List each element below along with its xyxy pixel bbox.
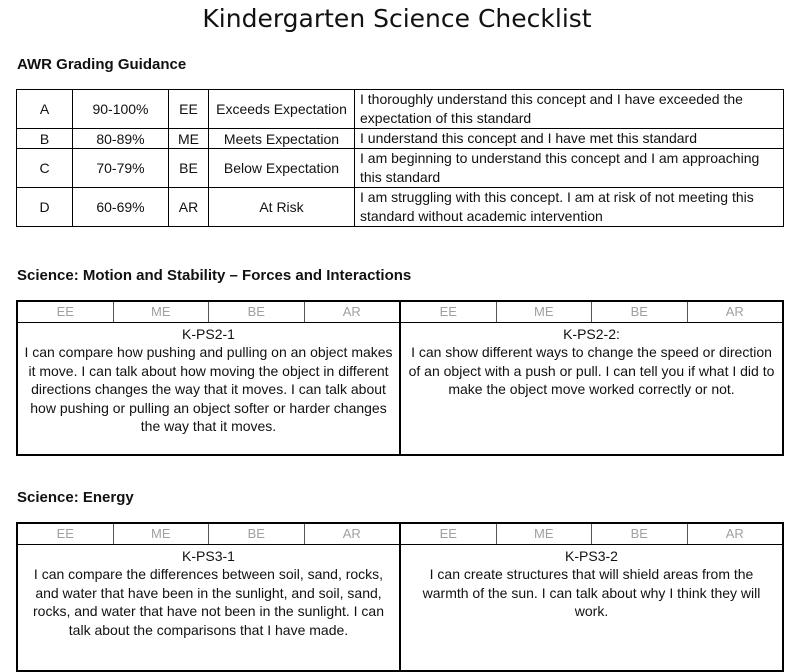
rating-row (18, 524, 399, 545)
grade-letter: B (17, 129, 73, 149)
grade-description: I am beginning to understand this concept and I am approaching this standard (355, 149, 784, 188)
standard-code: K-PS2-1 (182, 326, 235, 342)
standard-code: K-PS2-2: (563, 326, 620, 342)
standard-text: I can create structures that will shield areas from the warmth of the sun. I can talk about why I think they will work. (422, 566, 761, 619)
rating-row (18, 302, 399, 323)
grade-description: I am struggling with this concept. I am at risk of not meeting this standard without academic intervention (355, 188, 784, 227)
standard-cell (17, 523, 400, 671)
rating-ee[interactable]: EE (56, 304, 74, 319)
grading-heading: AWR Grading Guidance (17, 56, 187, 73)
grade-letter: A (17, 90, 73, 129)
rating-ee[interactable]: EE (56, 526, 74, 541)
rating-me[interactable]: ME (496, 524, 592, 544)
grading-row (17, 90, 784, 129)
rating-me[interactable]: ME (113, 302, 209, 322)
grade-description: I understand this concept and I have met this standard (355, 129, 784, 149)
grade-range: 70-79% (73, 149, 169, 188)
grading-row (17, 149, 784, 188)
rating-ar[interactable]: AR (304, 524, 400, 544)
rating-be[interactable]: BE (591, 302, 687, 322)
grade-code: ME (169, 129, 209, 149)
standard-cell (400, 301, 783, 455)
grade-letter: C (17, 149, 73, 188)
standard-text: I can show different ways to change the speed or direction of an object with a push or pull. I can tell you if what I did to make the object move worked correctly or not. (408, 344, 775, 397)
standard-cell (400, 523, 783, 671)
grading-row (17, 129, 784, 149)
grade-label: Exceeds Expectation (209, 90, 355, 129)
rating-be[interactable]: BE (591, 524, 687, 544)
grade-label: At Risk (209, 188, 355, 227)
standard-code: K-PS3-2 (565, 548, 618, 564)
rating-be[interactable]: BE (208, 302, 304, 322)
rating-row (401, 302, 782, 323)
grade-code: AR (169, 188, 209, 227)
rating-me[interactable]: ME (113, 524, 209, 544)
page-title: Kindergarten Science Checklist (202, 4, 592, 33)
grade-label: Below Expectation (209, 149, 355, 188)
grading-row (17, 188, 784, 227)
section-heading-motion: Science: Motion and Stability – Forces and Interactions (17, 267, 412, 284)
grade-code: BE (169, 149, 209, 188)
grade-label: Meets Expectation (209, 129, 355, 149)
rating-be[interactable]: BE (208, 524, 304, 544)
standard-code: K-PS3-1 (182, 548, 235, 564)
rating-me[interactable]: ME (496, 302, 592, 322)
standard-text: I can compare the differences between soil, sand, rocks, and water that have been in the sunlight, and soil, sand, rocks, and water that have not been in the sunlight. I can talk about the comparisons that I have made. (33, 566, 384, 638)
standard-text: I can compare how pushing and pulling on an object makes it move. I can talk about how moving the object in different directions changes the way that it moves. I can talk about how pushing or pulling an object softer or harder changes the way that it moves. (24, 344, 393, 434)
section-heading-energy: Science: Energy (17, 489, 134, 506)
rating-ar[interactable]: AR (687, 302, 783, 322)
rating-ar[interactable]: AR (304, 302, 400, 322)
grade-range: 80-89% (73, 129, 169, 149)
standards-table-energy (16, 522, 784, 672)
grade-range: 90-100% (73, 90, 169, 129)
grading-table (16, 89, 784, 227)
grade-range: 60-69% (73, 188, 169, 227)
grade-description: I thoroughly understand this concept and I have exceeded the expectation of this standard (355, 90, 784, 129)
grade-code: EE (169, 90, 209, 129)
rating-ee[interactable]: EE (439, 526, 457, 541)
rating-row (401, 524, 782, 545)
rating-ar[interactable]: AR (687, 524, 783, 544)
grade-letter: D (17, 188, 73, 227)
standards-table-motion (16, 300, 784, 456)
standard-cell (17, 301, 400, 455)
rating-ee[interactable]: EE (439, 304, 457, 319)
